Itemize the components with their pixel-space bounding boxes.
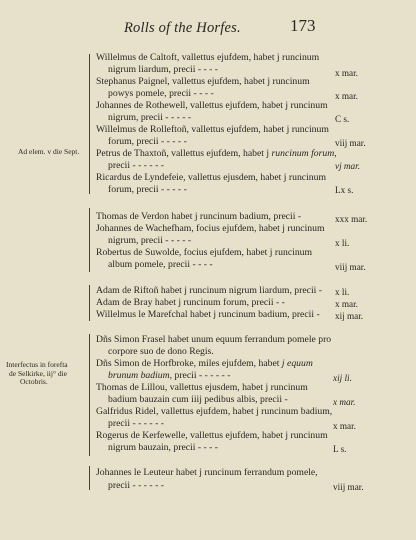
entry-value: Lx s. — [335, 185, 354, 195]
entry-text: Petrus de Thaxtoñ, vallettus ejufdem, habet j runcinum forum, — [96, 148, 337, 159]
entry-text: corpore suo de dono Regis. — [108, 346, 214, 357]
entry-value: x mar. — [335, 68, 358, 78]
entry-text: brunum badium, precii - - - - - - — [108, 370, 231, 381]
entry-text: powys pomele, precii - - - - — [108, 88, 214, 99]
entry-text: Johannes de Rothewell, vallettus ejufdem, habet j runcinum — [96, 100, 328, 111]
entry-value: xij mar. — [335, 311, 364, 321]
entry-value: x li. — [335, 287, 350, 297]
entry-value: viij mar. — [335, 138, 366, 148]
group-brace-2 — [89, 208, 90, 272]
entry-value: C s. — [335, 114, 350, 124]
entry-value: xij li. — [333, 373, 352, 383]
entry-text: nigrum, precii - - - - - — [108, 235, 192, 246]
entry-value: vj mar. — [335, 161, 361, 171]
entry-text: Dñs Simon de Horfbroke, miles ejufdem, habet j equum — [96, 358, 313, 369]
entry-text: Willelmus le Marefchal habet j runcinum badium, precii - — [96, 309, 320, 320]
running-title: Rolls of the Horfes. — [124, 20, 241, 36]
entry-text: Robertus de Suwolde, focius ejufdem, habet j runcinum — [96, 247, 313, 258]
entry-text: Rogerus de Kerfewelle, vallettus ejufdem, habet j runcinum — [96, 430, 328, 441]
entry-text: nigrum liardum, precii - - - - — [108, 64, 219, 75]
entry-text: Johannes le Leuteur habet j runcinum ferrandum pomele, — [96, 467, 318, 478]
group-brace-4 — [89, 334, 90, 456]
entry-text: nigrum bauzain, precii - - - - — [108, 442, 219, 453]
entry-value: viij mar. — [335, 262, 366, 272]
entry-text: nigrum, precii - - - - - — [108, 112, 192, 123]
entry-text: Stephanus Paignel, vallettus ejufdem, habet j runcinum — [96, 76, 310, 87]
entry-text: precii - - - - - - — [108, 480, 164, 491]
entry-value: x mar. — [335, 299, 358, 309]
entry-text: Adam de Riftoñ habet j runcinum nigrum liardum, precii - — [96, 285, 322, 296]
entry-value: x li. — [335, 238, 350, 248]
entry-text: album pomele, precii - - - - — [108, 259, 213, 270]
entry-text: precii - - - - - - — [108, 418, 164, 429]
entry-text: badium bauzain cum iiij pedibus albis, precii - — [108, 394, 288, 405]
entry-value: viij mar. — [333, 482, 364, 492]
entry-text: Dñs Simon Frasel habet unum equum ferrandum pomele pro — [96, 334, 332, 345]
group-brace-5 — [89, 466, 90, 490]
entry-text: Willelmus de Rolleftoñ, vallettus ejufdem, habet j runcinum — [96, 124, 329, 135]
entry-text: Galfridus Ridel, vallettus ejufdem, habet j runcinum badium, — [96, 406, 333, 417]
entry-text: Ricardus de Lyndefeie, vallettus ejusdem, habet j runcinum — [96, 172, 327, 183]
entry-text: Willelmus de Caltoft, vallettus ejufdem, habet j runcinum — [96, 52, 320, 63]
group-brace-3 — [89, 285, 90, 321]
entry-text: forum, precii - - - - - — [108, 136, 187, 147]
entry-text: Adam de Bray habet j runcinum forum, precii - - — [96, 297, 285, 308]
entry-value: xxx mar. — [335, 214, 368, 224]
entry-value: L s. — [333, 444, 347, 454]
page-number: 173 — [290, 16, 316, 35]
entry-text: Johannes de Wachefham, focius ejufdem, habet j runcinum — [96, 223, 325, 234]
group-brace-1 — [89, 54, 90, 194]
page-header — [0, 16, 416, 40]
entry-text: Thomas de Verdon habet j runcinum badium, precii - — [96, 211, 302, 222]
entry-value: x mar. — [333, 397, 356, 407]
entry-text: forum, precii - - - - - — [108, 184, 187, 195]
entry-text: Thomas de Lillou, vallettus ejusdem, habet j runcinum — [96, 382, 308, 393]
margin-note-selkirk: Interfectus in forefta de Selkirke, iij° die Octobris. — [6, 360, 68, 387]
entry-text: precii - - - - - - — [108, 160, 164, 171]
entry-value: x mar. — [335, 91, 358, 101]
entry-value: x mar. — [333, 421, 356, 431]
margin-note-sept: Ad elem. v die Sept. — [18, 147, 80, 156]
